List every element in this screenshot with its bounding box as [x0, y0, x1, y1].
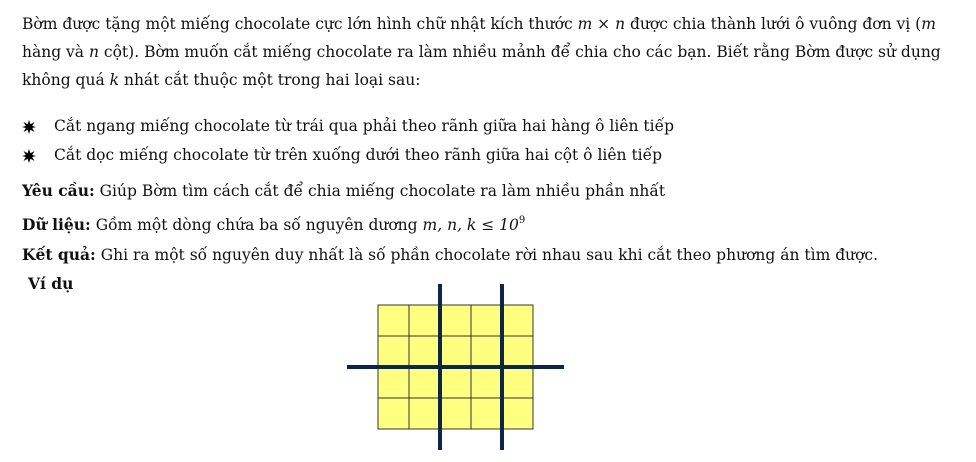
chocolate-cell — [409, 398, 440, 429]
star-bullet-icon — [22, 149, 36, 163]
requirement-label: Yêu cầu: — [22, 181, 95, 200]
example-title: Ví dụ — [28, 274, 74, 293]
chocolate-cell — [471, 398, 502, 429]
bullet-vertical-cut: Cắt dọc miếng chocolate từ trên xuống dưới theo rãnh giữa hai cột ô liên tiếp — [54, 146, 663, 164]
chocolate-cell — [471, 305, 502, 336]
chocolate-cell — [440, 398, 471, 429]
list-item — [22, 141, 674, 170]
chocolate-cell — [502, 305, 533, 336]
output-line — [22, 242, 878, 268]
intro-text-5: nhát cắt thuộc một trong hai loại sau: — [123, 71, 421, 89]
requirement-text: Giúp Bờm tìm cách cắt để chia miếng chocolate ra làm nhiều phần nhất — [99, 182, 666, 200]
chocolate-cell — [471, 367, 502, 398]
chocolate-cell — [502, 398, 533, 429]
chocolate-cell — [409, 336, 440, 367]
chocolate-cell — [378, 367, 409, 398]
intro-math-k: k — [109, 71, 120, 89]
list-item — [22, 112, 674, 141]
problem-intro — [22, 10, 960, 94]
chocolate-cell — [502, 367, 533, 398]
input-exponent: 9 — [518, 215, 526, 226]
intro-text-2: được chia thành lưới ô vuông đơn vị ( — [630, 15, 922, 33]
chocolate-cell — [378, 305, 409, 336]
input-text: Gồm một dòng chứa ba số nguyên dương — [95, 216, 418, 234]
intro-text-1: Bờm được tặng một miếng chocolate cực lớn hình chữ nhật kích thước — [22, 15, 573, 33]
chocolate-cell — [440, 367, 471, 398]
cut-types-list — [22, 112, 674, 170]
intro-math-n: n — [89, 43, 99, 61]
intro-text-3: hàng và — [22, 43, 85, 61]
chocolate-cell — [440, 336, 471, 367]
chocolate-cell — [471, 336, 502, 367]
chocolate-cell — [409, 367, 440, 398]
chocolate-cut-figure — [340, 280, 570, 452]
star-bullet-icon — [22, 120, 36, 134]
output-text: Ghi ra một số nguyên duy nhất là số phần chocolate rời nhau sau khi cắt theo phương án tìm được. — [100, 246, 879, 264]
intro-text-4: cột). Bờm muốn cắt miếng chocolate ra làm nhiều mảnh để chia cho các bạn. Biết rằng Bờm được sử dụng không quá — [22, 43, 941, 89]
chocolate-cell — [378, 398, 409, 429]
chocolate-cell — [409, 305, 440, 336]
input-label: Dữ liệu: — [22, 215, 91, 234]
input-line — [22, 212, 525, 238]
chocolate-cell — [378, 336, 409, 367]
input-constraint: m, n, k ≤ 10 — [422, 216, 519, 234]
intro-math-m: m — [921, 15, 936, 33]
intro-math-dimensions: m × n — [577, 15, 626, 33]
output-label: Kết quả: — [22, 245, 96, 264]
chocolate-cell — [502, 336, 533, 367]
bullet-horizontal-cut: Cắt ngang miếng chocolate từ trái qua phải theo rãnh giữa hai hàng ô liên tiếp — [54, 117, 675, 135]
chocolate-cell — [440, 305, 471, 336]
requirement-line — [22, 178, 665, 204]
